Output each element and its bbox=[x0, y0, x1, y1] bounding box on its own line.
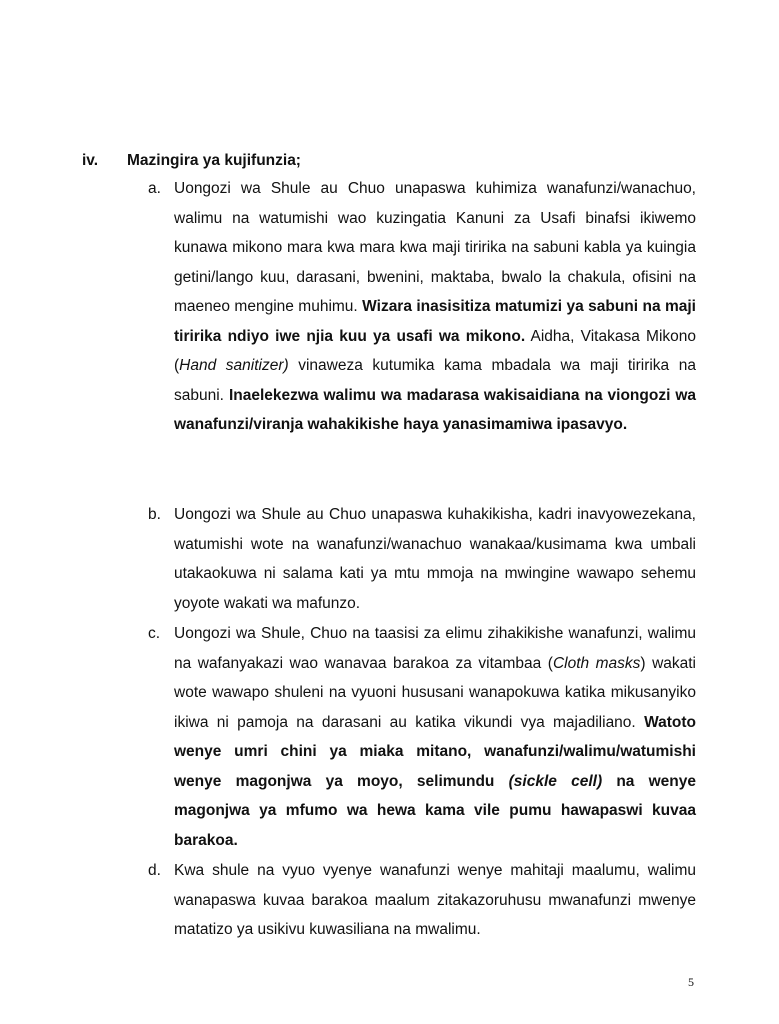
italic-text-run: Hand sanitizer) bbox=[179, 357, 289, 374]
section-numeral: iv. bbox=[82, 152, 99, 169]
list-item-body bbox=[174, 174, 696, 440]
section-title: Mazingira ya kujifunzia; bbox=[127, 152, 301, 169]
bold-text-run: Wizara inasisitiza matumizi ya sabuni na maji tiririka ndiyo iwe njia kuu ya usafi wa mikono. bbox=[174, 298, 696, 345]
italic-text-run: Cloth masks bbox=[552, 654, 641, 672]
bold-text-run: Inaelekezwa walimu wa madarasa wakisaidiana na viongozi wa wanafunzi/viranja wahakikishe haya yanasimamiwa ipasavyo. bbox=[174, 386, 697, 433]
list-item-letter: b. bbox=[148, 506, 161, 523]
text-run: Aidha, Vitakasa Mikono ( bbox=[174, 327, 696, 374]
bold-text-run: Watoto wenye umri chini ya miaka mitano, wanafunzi/walimu/watumishi wenye magonjwa ya moyo, selimundu bbox=[174, 713, 696, 790]
list-item-letter: c. bbox=[148, 625, 161, 642]
text-run: Uongozi wa Shule au Chuo unapaswa kuhimiza wanafunzi/wanachuo, walimu na watumishi wao kuzingatia Kanuni za Usafi binafsi ikiwemo kunawa mikono mara kwa mara kwa maji tiririka na sabuni kabla ya kuingia getini/lango kuu, darasani, bwenini, maktaba, bwalo la chakula, ofisini na maeneo mengine muhimu. bbox=[174, 180, 696, 315]
list-item-b bbox=[148, 500, 696, 618]
list-item-body bbox=[174, 500, 696, 618]
page-number: 5 bbox=[688, 975, 694, 989]
list-item-c bbox=[148, 619, 696, 855]
list-item-letter: a. bbox=[148, 180, 161, 197]
list-item-body bbox=[174, 856, 696, 945]
text-run: vinaweza kutumika kama mbadala wa maji tiririka na sabuni. bbox=[174, 357, 696, 404]
text-run: Uongozi wa Shule, Chuo na taasisi za elimu zihakikishe wanafunzi, walimu na wafanyakazi wao wanavaa barakoa za vitambaa ( bbox=[174, 625, 696, 672]
text-run: Uongozi wa Shule au Chuo unapaswa kuhakikisha, kadri inavyowezekana, watumishi wote na wanafunzi/wanachuo wanakaa/kusimama kwa umbali utakaokuwa ni salama kati ya mtu mmoja na mwingine wawapo sehemu yoyote wakati wa mafunzo. bbox=[174, 506, 696, 612]
text-run: ) wakati wote wawapo shuleni na vyuoni hususani wanapokuwa katika mikusanyiko ikiwa ni pamoja na darasani au katika vikundi vya majadiliano. bbox=[174, 654, 696, 731]
bold-italic-text-run: (sickle cell) bbox=[508, 772, 603, 790]
list-item-letter: d. bbox=[148, 862, 161, 879]
bold-text-run: na wenye magonjwa ya mfumo wa hewa kama vile pumu hawapaswi kuvaa barakoa. bbox=[174, 772, 697, 849]
text-run: Kwa shule na vyuo vyenye wanafunzi wenye mahitaji maalumu, walimu wanapaswa kuvaa barakoa maalum zitakazoruhusu mwanafunzi mwenye matatizo ya usikivu kuwasiliana na mwalimu. bbox=[174, 862, 696, 938]
list-item-body bbox=[174, 619, 696, 855]
list-item-a bbox=[148, 174, 696, 440]
section-heading bbox=[82, 150, 301, 172]
list-item-d bbox=[148, 856, 696, 945]
